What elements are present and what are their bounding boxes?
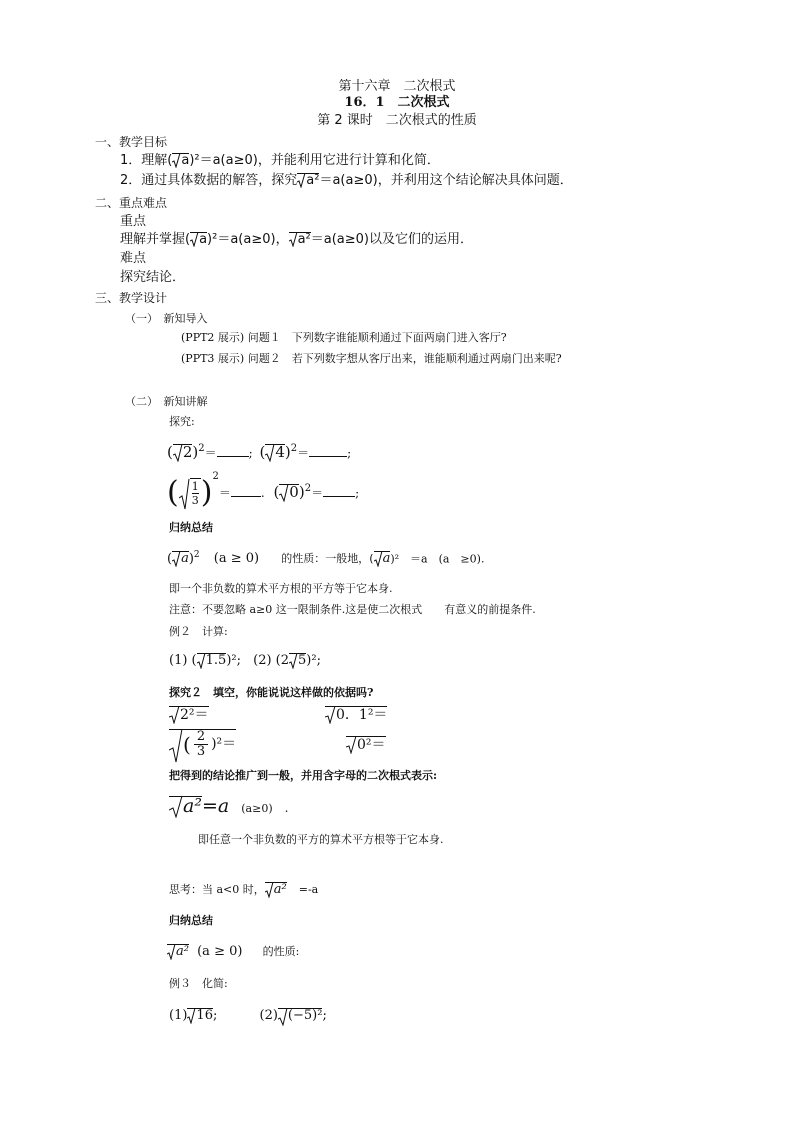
explore2-r4: [346, 736, 386, 754]
explore-ex2: ( 4)$^2$＝ ;: [259, 443, 352, 461]
general-radical: [169, 796, 202, 817]
ex1-radical: [173, 444, 193, 461]
explore2-r4-radical: [346, 736, 386, 753]
explore2-r2-expr: 0．1²＝: [336, 707, 388, 723]
general-text: 即任意一个非负数的平方的算术平方根等于它本身.: [198, 833, 444, 846]
ex1-radicand: 2: [182, 443, 193, 461]
goal2-suffix: ＝a(a≥0)，并利用这个结论解决具体问题．: [319, 173, 573, 188]
key-text: [120, 232, 473, 248]
think-radicand: a²: [273, 882, 287, 897]
key-radical-2: [289, 232, 311, 247]
part1-title: （一） 新知导入: [125, 312, 208, 325]
ex3-close-paren: ): [200, 475, 213, 510]
summary1-line: ( a)$^2$ (a ≥ 0) 的性质：一般地，( a)² ＝a (a ≥0).: [167, 550, 485, 567]
explore2-r3-den: 3: [196, 744, 206, 759]
ex2-exponent: 2: [290, 443, 298, 454]
ex4-exponent: 2: [304, 483, 312, 494]
ex2-p1-suffix: )²;: [226, 653, 241, 668]
ex2-radical: [265, 444, 285, 461]
ex2-p2-radical: [289, 653, 306, 668]
ex4-radicand: 0: [289, 483, 299, 501]
general-radicand: a²: [183, 795, 202, 817]
goal1-radical: [172, 153, 189, 168]
summary1-prop-radicand: a: [382, 551, 391, 567]
ex3-p2-radical: [278, 1008, 323, 1023]
key-mid: )²＝a(a≥0)，: [207, 232, 289, 247]
ex2-p2-radicand: 5: [298, 653, 307, 668]
ex3-answer-blank[interactable]: [231, 485, 261, 497]
general-formula: [169, 795, 288, 818]
example3-label: 例３ 化简:: [169, 977, 228, 990]
ex1-answer-blank[interactable]: [217, 445, 249, 457]
ex3-equals: ＝: [218, 486, 231, 500]
key-radical-1: [190, 232, 207, 247]
ex2-p1-radical: [197, 653, 227, 668]
goal1-radicand: a: [181, 153, 190, 168]
ex1-equals: ＝: [204, 446, 217, 460]
ex3-fraction: [190, 478, 201, 507]
explore2-r3-fraction: [194, 730, 208, 759]
explore2-r2-radical: [325, 706, 387, 723]
summary1-text: 即一个非负数的算术平方根的平方等于它本身.: [169, 582, 393, 595]
ex2-p2-suffix: )²;: [306, 653, 321, 668]
ex2-p2-prefix: (2) (2: [253, 653, 290, 668]
section-title: 16．1 二次根式: [344, 95, 450, 110]
summary1-note: 注意：不要忽略 a≥0 这一限制条件.这是使二次根式 有意义的前提条件.: [169, 603, 536, 616]
ex3-exponent: 2: [212, 471, 219, 482]
ex4-equals: ＝: [311, 486, 324, 500]
think-suffix: =-a: [298, 883, 319, 896]
ex3-p2-end: ;: [322, 1008, 327, 1023]
explore-row-1: [167, 443, 351, 461]
ex2-radicand: 4: [275, 443, 285, 461]
summary1-property-tail: )² ＝a (a ≥0).: [390, 552, 485, 566]
ex3-open-paren: (: [167, 475, 179, 510]
example2-line: [169, 653, 321, 669]
explore-ex4: ( 0)$^2$＝ ;: [273, 483, 360, 501]
example3-line: [169, 1008, 327, 1024]
ex3-p2-radicand: (−5)²: [287, 1008, 323, 1023]
goal2-radical: [297, 173, 319, 188]
ex3-radical: [179, 478, 201, 508]
summary1-prop-radical: [374, 551, 391, 566]
summary2-line: [167, 944, 299, 960]
summary2-text: 的性质:: [262, 945, 300, 958]
ex4-end: ;: [355, 486, 360, 500]
difficult-text: 探究结论．: [120, 270, 186, 285]
key-label: 重点: [120, 214, 147, 229]
key-suffix: ＝a(a≥0)以及它们的运用．: [310, 232, 474, 247]
summary1-title: 归纳总结: [169, 521, 213, 534]
explore2-r3-radical: [169, 729, 236, 759]
explore2-r3-tail: )²＝: [211, 736, 237, 753]
explore2-r3-num: 2: [194, 730, 208, 745]
explore2-r1: [169, 706, 209, 724]
ex3-p1-prefix: (1): [169, 1008, 188, 1023]
ppt3-line: (PPT3 展示) 问题２ 若下列数字想从客厅出来，谁能顺利通过两扇门出来呢?: [181, 352, 562, 365]
ex2-end: ;: [347, 446, 352, 460]
ex3-end: .: [260, 486, 265, 500]
ex2-answer-blank[interactable]: [309, 445, 347, 457]
ex3-p1-end: ;: [212, 1008, 218, 1023]
explore2-r4-expr: 0²＝: [357, 737, 386, 753]
summary1-condition: (a ≥ 0): [213, 551, 260, 567]
chapter-title: 第十六章 二次根式: [338, 79, 456, 94]
explore2-r3-paren: (: [183, 732, 191, 757]
difficult-label: 难点: [120, 251, 147, 266]
explore2-r1-radical: [169, 706, 209, 723]
explore2-title: 探究２ 填空，你能说说这样做的依据吗?: [169, 686, 374, 699]
ex4-radical: [279, 484, 299, 501]
think-line: [169, 882, 318, 897]
general-end: .: [284, 801, 289, 815]
ex4-answer-blank[interactable]: [323, 485, 355, 497]
explore2-r2: [325, 706, 387, 724]
explore-ex3: [167, 471, 219, 510]
ex2-equals: ＝: [297, 446, 310, 460]
goals-heading: 一、教学目标: [95, 135, 168, 149]
summary1-exponent: 2: [193, 550, 200, 560]
design-heading: 三、教学设计: [95, 291, 168, 305]
lesson-title: 第 2 课时 二次根式的性质: [317, 113, 477, 128]
part2-title: （二） 新知讲解: [125, 395, 208, 408]
ex3-denominator: 3: [191, 494, 199, 507]
goal2-radicand: a²: [306, 173, 320, 188]
ex3-p1-radicand: 16: [196, 1008, 213, 1023]
summary1-radicand: a: [181, 551, 189, 567]
ex3-p2-prefix: (2): [259, 1008, 278, 1023]
general-equals: =a: [201, 795, 230, 817]
ppt2-line: (PPT2 展示) 问题１ 下列数字谁能顺利通过下面两扇门进入客厅?: [181, 331, 507, 344]
ex2-p1-prefix: (1) (: [169, 653, 197, 668]
ex2-p1-radicand: 1.5: [205, 653, 227, 668]
explore-ex1: ( 2)$^2$＝ ;: [167, 443, 253, 461]
goal2-prefix: 2．通过具体数据的解答，探究: [120, 173, 298, 188]
goal-item-2: [120, 173, 573, 189]
summary2-title: 归纳总结: [169, 914, 213, 927]
ex3-p1-radical: [187, 1008, 213, 1023]
key-heading: 二、重点难点: [95, 196, 168, 210]
summary1-radical: [172, 551, 189, 566]
explore-label: 探究:: [169, 415, 195, 428]
example2-label: 例２ 计算:: [169, 625, 228, 638]
explore2-r1-expr: 2²＝: [180, 707, 209, 723]
summary2-condition: (a ≥ 0): [197, 944, 243, 959]
ex1-exponent: 2: [198, 443, 205, 454]
summary2-radicand: a²: [176, 944, 189, 959]
think-radical: [265, 882, 287, 897]
think-prefix: 思考：当 a<0 时，: [169, 883, 265, 896]
general-condition: (a≥0): [241, 802, 273, 815]
summary2-radical: [167, 944, 189, 959]
key-prefix: 理解并掌握(: [120, 232, 191, 247]
summary1-property-label: 的性质：一般地，(: [281, 552, 374, 566]
goal1-suffix: )²＝a(a≥0)，并能利用它进行计算和化简．: [189, 153, 440, 168]
explore-row-2: [167, 471, 360, 516]
ex1-end: ;: [248, 446, 253, 460]
goal-item-1: [120, 153, 440, 169]
ex3-numerator: 1: [191, 480, 199, 493]
explore2-r3: [169, 729, 236, 759]
key-radicand-1: a: [199, 232, 208, 247]
key-radicand-2: a²: [297, 232, 311, 247]
goal1-prefix: 1．理解(: [120, 153, 173, 168]
generalize-title: 把得到的结论推广到一般，并用含字母的二次根式表示:: [169, 769, 438, 782]
